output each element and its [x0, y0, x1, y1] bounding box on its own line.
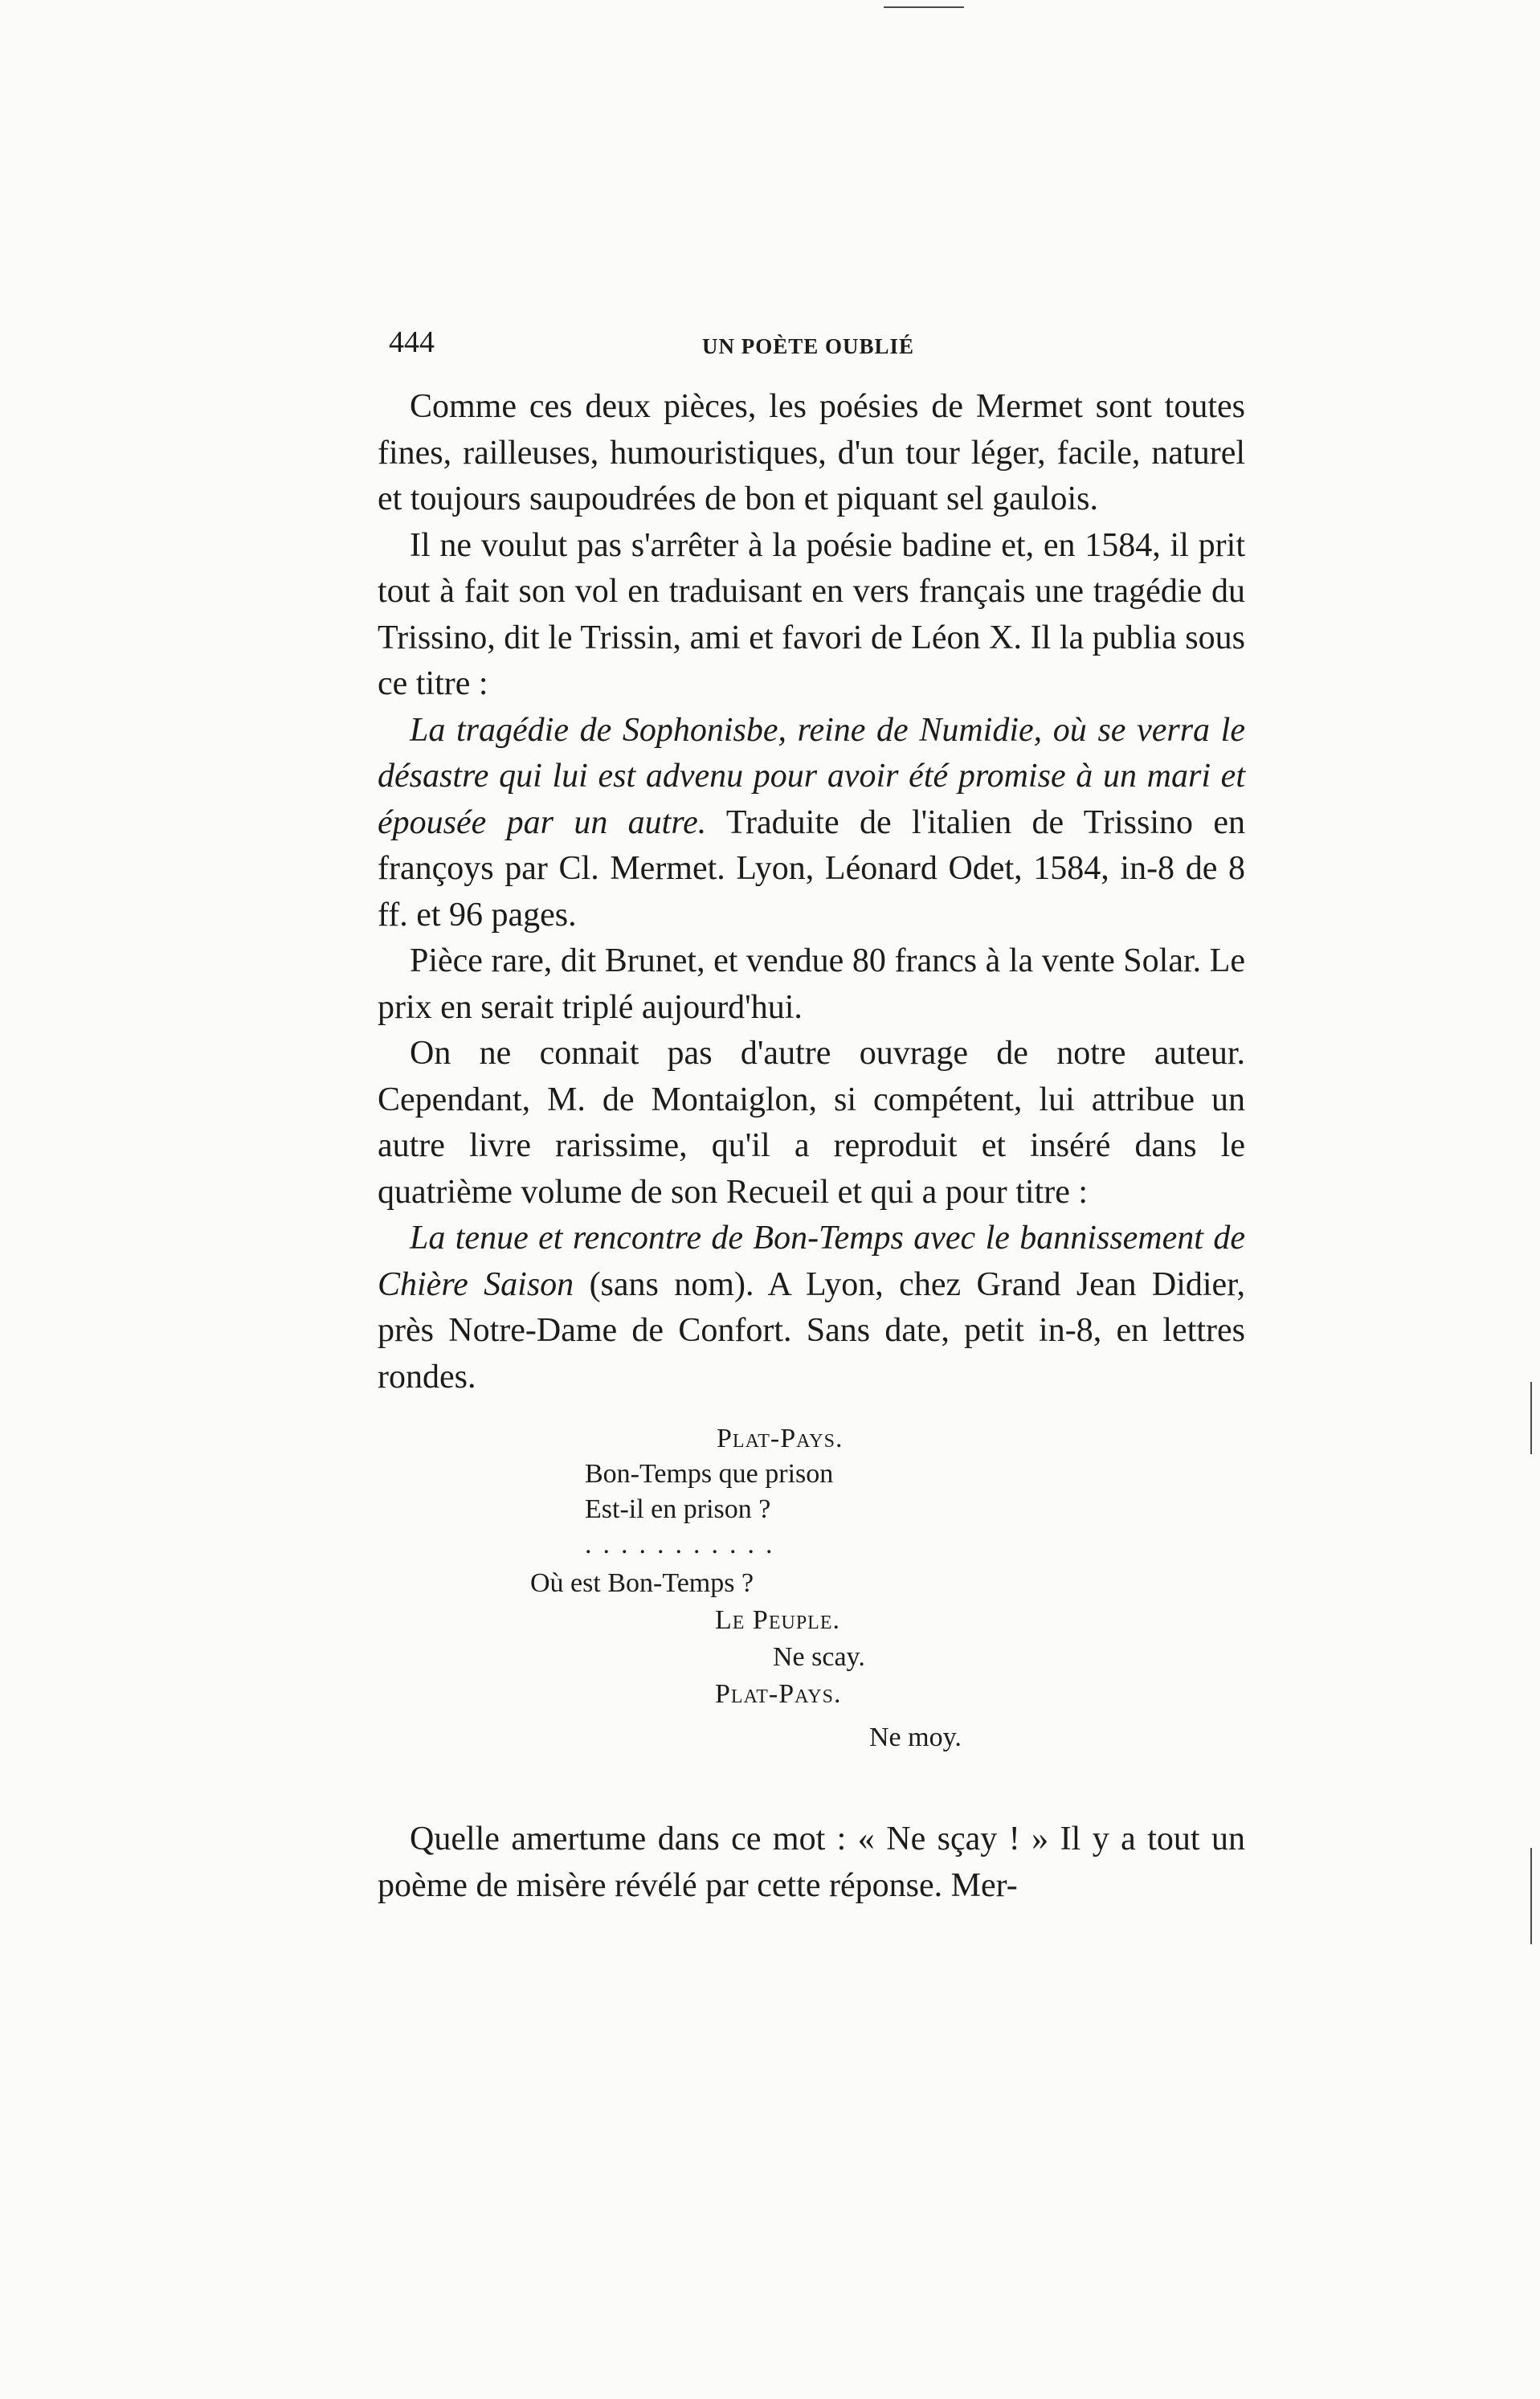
paragraph-1: Comme ces deux pièces, les poésies de Mermet sont toutes fines, railleuses, humouristiques, d'un tour léger, facile, naturel et toujours saupoudrées de bon et piquant sel gaulois. [378, 388, 1245, 517]
paragraph-2: Il ne voulut pas s'arrêter à la poésie badine et, en 1584, il prit tout à fait son vol en traduisant en vers français une tragédie du Trissino, dit le Trissin, ami et favori de Léon X. Il la publia sous ce titre : [378, 526, 1245, 702]
book-title-sophonisbe [378, 708, 1245, 939]
verse-line: Bon-Temps que prison [585, 1459, 834, 1489]
paragraph-3: Pièce rare, dit Brunet, et vendue 80 francs à la vente Solar. Le prix en serait triplé aujourd'hui. [378, 942, 1245, 1026]
verse-speaker-plat-pays: Plat-Pays. [717, 1424, 844, 1453]
page-body [378, 384, 1245, 1909]
verse-line: Ne moy. [869, 1723, 962, 1752]
book-title-sophonisbe-details: Traduite de l'italien de Trissino en françoys par Cl. Mermet. Lyon, Léonard Odet, 1584, in-8 de 8 ff. et 96 pages. [378, 803, 1245, 934]
book-title-bon-temps [378, 1216, 1245, 1400]
running-title: UN POÈTE OUBLIÉ [702, 334, 915, 358]
page-number: 444 [389, 325, 435, 359]
verse-line: Est-il en prison ? [585, 1494, 771, 1524]
book-title-bon-temps-details: (sans nom). A Lyon, chez Grand Jean Didier, près Notre-Dame de Confort. Sans date, petit in-8, en lettres rondes. [378, 1265, 1246, 1396]
scan-edge-mark [1530, 1848, 1532, 1944]
verse-speaker-plat-pays: Plat-Pays. [715, 1679, 842, 1709]
page-header [389, 325, 1248, 373]
verse-ellipsis: ........... [585, 1530, 784, 1559]
verse-line: Ne scay. [773, 1642, 865, 1672]
closing-paragraph: Quelle amertume dans ce mot : « Ne sçay ! » Il y a tout un poème de misère révélé par cette réponse. Mer- [378, 1821, 1245, 1904]
scan-edge-mark [884, 6, 964, 8]
verse-speaker-le-peuple: Le Peuple. [715, 1605, 840, 1635]
verse-line: Où est Bon-Temps ? [530, 1568, 754, 1598]
book-title-sophonisbe-italic: La tragédie de Sophonisbe, reine de Numidie, où se verra le désastre qui lui est advenu pour avoir été promise à un mari et épousée par un autre. [378, 711, 1245, 841]
scan-edge-mark [1530, 1382, 1532, 1454]
book-title-bon-temps-italic: La tenue et rencontre de Bon-Temps avec le bannissement de Chière Saison [378, 1220, 1245, 1303]
paragraph-4: On ne connait pas d'autre ouvrage de notre auteur. Cependant, M. de Montaiglon, si compétent, lui attribue un autre livre rarissime, qu'il a reproduit et inséré dans le quatrième volume de son Recueil et qui a pour titre : [378, 1035, 1245, 1211]
verse-excerpt [378, 1421, 1245, 1799]
